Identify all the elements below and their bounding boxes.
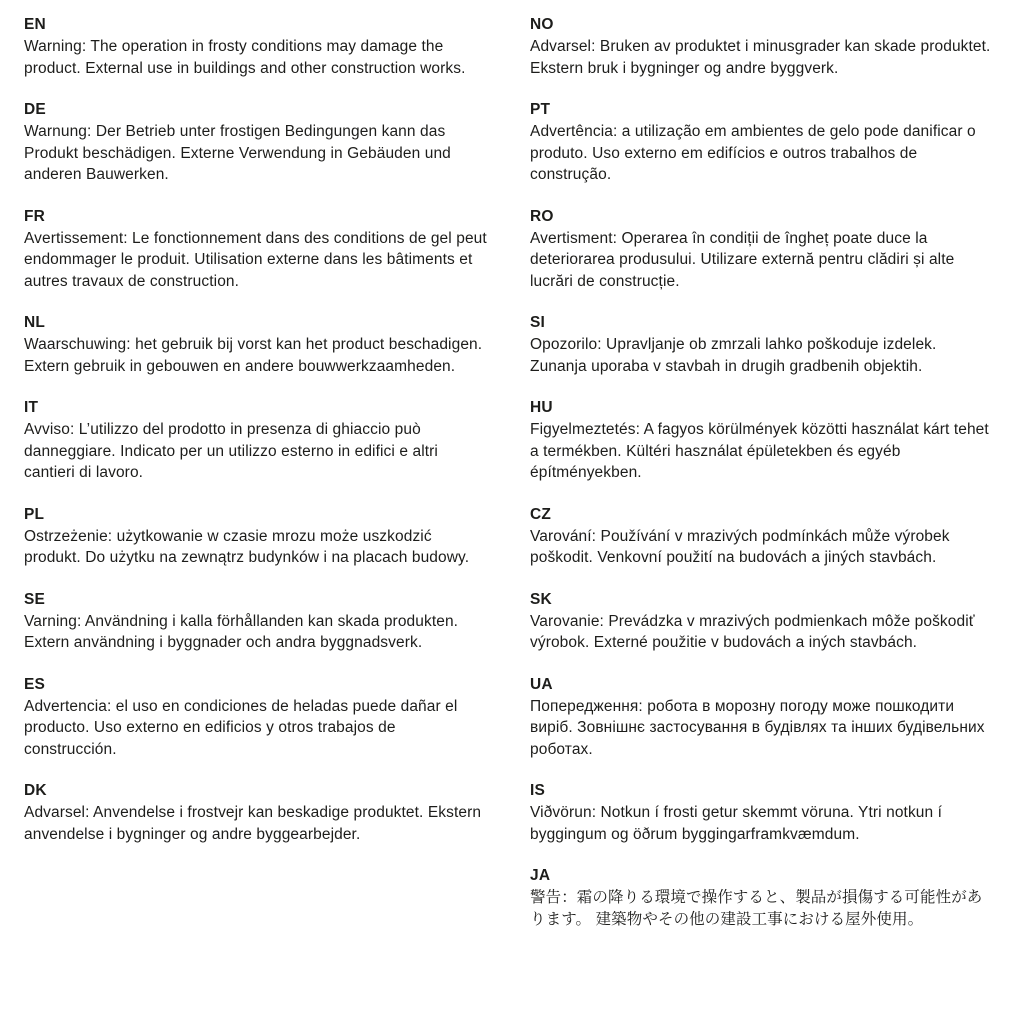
language-code: CZ — [530, 505, 552, 523]
language-code: JA — [530, 867, 551, 884]
language-section-pl — [24, 504, 490, 569]
language-code: IT — [24, 399, 39, 416]
language-section-cz — [530, 504, 996, 569]
warning-text: Advertência: a utilização em ambientes de gelo pode danificar o produto. Uso externo em edifícios e outros trabalhos de construção. — [530, 123, 976, 183]
warning-text: Waarschuwing: het gebruik bij vorst kan het product beschadigen. Extern gebruik in gebouwen en andere bouwwerkzaamheden. — [24, 336, 483, 375]
language-section-en — [24, 14, 490, 79]
language-section-ua — [530, 674, 996, 761]
language-code: NO — [530, 16, 554, 33]
language-code: RO — [530, 207, 554, 225]
right-column — [530, 14, 996, 950]
language-section-ro — [530, 206, 996, 293]
language-section-no — [530, 14, 996, 79]
language-section-es — [24, 674, 490, 761]
warning-text: Avertissement: Le fonctionnement dans des conditions de gel peut endommager le produit. Utilisation externe dans les bâtiments et autres travaux de construction. — [24, 229, 487, 290]
language-section-dk — [24, 780, 490, 845]
language-section-fr — [24, 206, 490, 293]
language-code: ES — [24, 675, 46, 693]
language-section-de — [24, 99, 490, 186]
language-code: FR — [24, 207, 46, 225]
language-section-ja — [530, 865, 996, 930]
language-section-si — [530, 312, 996, 377]
language-section-is — [530, 780, 996, 845]
language-code: PT — [530, 101, 551, 118]
warning-text: Warning: The operation in frosty conditions may damage the product. External use in buildings and other construction works. — [24, 38, 466, 77]
language-code: HU — [530, 399, 553, 416]
language-code: IS — [530, 782, 546, 799]
warning-text: Varovanie: Prevádzka v mrazivých podmienkach môže poškodiť výrobok. Externé použitie v budovách a iných stavbách. — [530, 612, 975, 651]
language-code: SE — [24, 590, 46, 608]
language-section-sk — [530, 589, 996, 654]
warning-text: 警告：霜の降りる環境で操作すると、製品が損傷する可能性があります。 建築物やその他の建設工事における屋外使用。 — [530, 889, 983, 928]
language-section-se — [24, 589, 490, 654]
warning-text: Advarsel: Anvendelse i frostvejr kan beskadige produktet. Ekstern anvendelse i bygninger og andre byggearbejder. — [24, 804, 482, 843]
warning-text: Warnung: Der Betrieb unter frostigen Bedingungen kann das Produkt beschädigen. Externe Verwendung in Gebäuden und anderen Bauwerken. — [24, 123, 451, 183]
warning-text: Varning: Användning i kalla förhållanden kan skada produkten. Extern användning i byggnader och andra byggnadsverk. — [24, 612, 459, 651]
language-section-hu — [530, 397, 996, 484]
language-code: UA — [530, 675, 553, 693]
warning-text: Viðvörun: Notkun í frosti getur skemmt vöruna. Ytri notkun í byggingum og öðrum byggingarframkvæmdum. — [530, 804, 943, 843]
warning-text: Попередження: робота в морозну погоду може пошкодити виріб. Зовнішнє застосування в будівлях та інших будівельних роботах. — [530, 697, 985, 758]
language-section-nl — [24, 312, 490, 377]
warning-text: Avviso: L’utilizzo del prodotto in presenza di ghiaccio può danneggiare. Indicato per un utilizzo esterno in edifici e altri cantieri di lavoro. — [24, 421, 438, 481]
left-column — [24, 14, 490, 950]
language-code: EN — [24, 16, 46, 33]
language-section-it — [24, 397, 490, 484]
warning-text: Avertisment: Operarea în condiții de îngheț poate duce la deteriorarea produsului. Utilizare externă pentru clădiri și alte lucrări de construcție. — [530, 229, 955, 290]
warning-text: Advarsel: Bruken av produktet i minusgrader kan skade produktet. Ekstern bruk i bygninger og andre byggverk. — [530, 38, 991, 77]
language-code: SI — [530, 314, 546, 331]
language-section-pt — [530, 99, 996, 186]
language-code: SK — [530, 590, 552, 608]
warning-text: Opozorilo: Upravljanje ob zmrzali lahko poškoduje izdelek. Zunanja uporaba v stavbah in drugih gradbenih objektih. — [530, 336, 937, 375]
language-code: DE — [24, 101, 46, 118]
warning-text: Advertencia: el uso en condiciones de heladas puede dañar el producto. Uso externo en edificios y otros trabajos de construcción. — [24, 697, 458, 758]
warning-text: Figyelmeztetés: A fagyos körülmények közötti használat kárt tehet a termékben. Kültéri használat épületekben és egyéb építményekben. — [530, 421, 989, 481]
warning-text: Varování: Používání v mrazivých podmínkách může výrobek poškodit. Venkovní použití na budovách a jiných stavbách. — [530, 527, 950, 566]
warning-text: Ostrzeżenie: użytkowanie w czasie mrozu może uszkodzić produkt. Do użytku na zewnątrz budynków i na placach budowy. — [24, 527, 470, 566]
language-code: DK — [24, 782, 47, 799]
language-code: NL — [24, 314, 46, 331]
language-code: PL — [24, 505, 45, 523]
